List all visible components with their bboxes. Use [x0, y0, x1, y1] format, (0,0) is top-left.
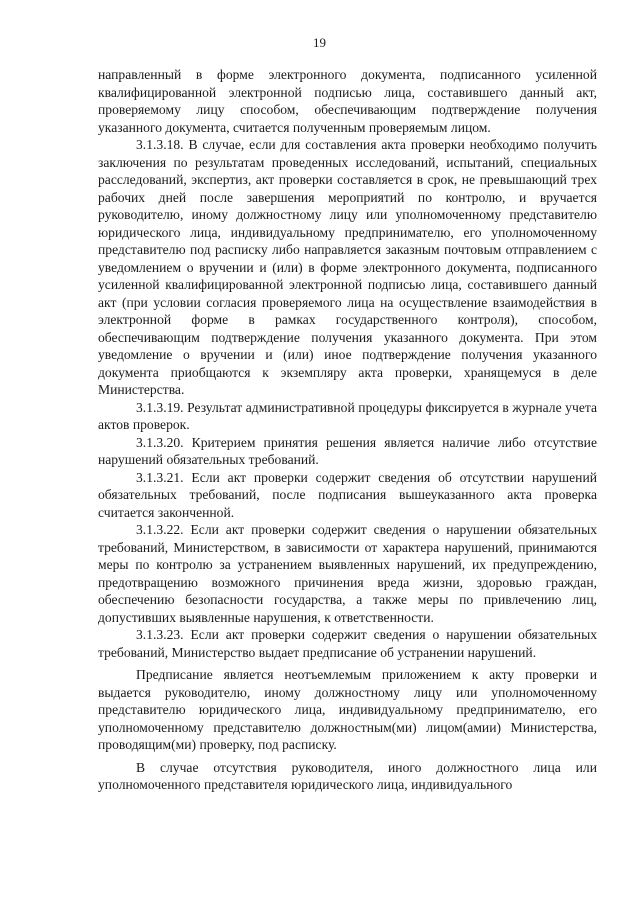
- paragraph: 3.1.3.20. Критерием принятия решения является наличие либо отсутствие нарушений обязательных требований.: [98, 434, 597, 467]
- page-number: 19: [313, 35, 326, 50]
- document-body: [98, 66, 597, 794]
- paragraph: направленный в форме электронного документа, подписанного усиленной квалифицированной электронной подписью лица, составившего данный акт, проверяемому лицу способом, обеспечивающим подтверждение получения указанного документа, считается полученным проверяемым лицом.: [98, 67, 597, 135]
- paragraph: 3.1.3.21. Если акт проверки содержит сведения об отсутствии нарушений обязательных требований, после подписания вышеуказанного акта проверка считается законченной.: [98, 469, 597, 520]
- paragraph: 3.1.3.23. Если акт проверки содержит сведения о нарушении обязательных требований, Министерство выдает предписание об устранении нарушений.: [98, 627, 597, 660]
- paragraph: 3.1.3.22. Если акт проверки содержит сведения о нарушении обязательных требований, Министерством, в зависимости от характера нарушений, принимаются меры по контролю за устранением выявленных нарушений, их предупреждению, предотвращению возможного причинения вреда жизни, здоровью граждан, обеспечению безопасности государства, а также меры по привлечению лиц, допустивших выявленные нарушения, к ответственности.: [98, 522, 597, 625]
- paragraph: В случае отсутствия руководителя, иного должностного лица или уполномоченного представителя юридического лица, индивидуального: [98, 759, 597, 792]
- paragraph: 3.1.3.18. В случае, если для составления акта проверки необходимо получить заключения по результатам проведенных исследований, испытаний, специальных расследований, экспертиз, акт проверки составляется в срок, не превышающий трех рабочих дней после завершения мероприятий по контролю, и вручается руководителю, иному должностному лицу или уполномоченному представителю юридического лица, индивидуальному предпринимателю, его уполномоченному представителю под расписку либо направляется заказным почтовым отправлением с уведомлением о вручении и (или) в форме электронного документа, подписанного усиленной квалифицированной электронной подписью лица, составившего данный акт (при условии согласия проверяемого лица на осуществление взаимодействия в электронной форме в рамках государственного контроля), способом, обеспечивающим подтверждение получения указанного документа. При этом уведомление о вручении и (или) иное подтверждение получения указанного документа приобщаются к экземпляру акта проверки, хранящемуся в деле Министерства.: [98, 137, 597, 397]
- paragraph: 3.1.3.19. Результат административной процедуры фиксируется в журнале учета актов проверок.: [98, 399, 597, 432]
- paragraph: Предписание является неотъемлемым приложением к акту проверки и выдается руководителю, иному должностному лицу или уполномоченному представителю юридического лица, индивидуальному предпринимателю, его уполномоченному представителю должностным(ми) лицом(амии) Министерства, проводящим(ми) проверку, под расписку.: [98, 667, 597, 752]
